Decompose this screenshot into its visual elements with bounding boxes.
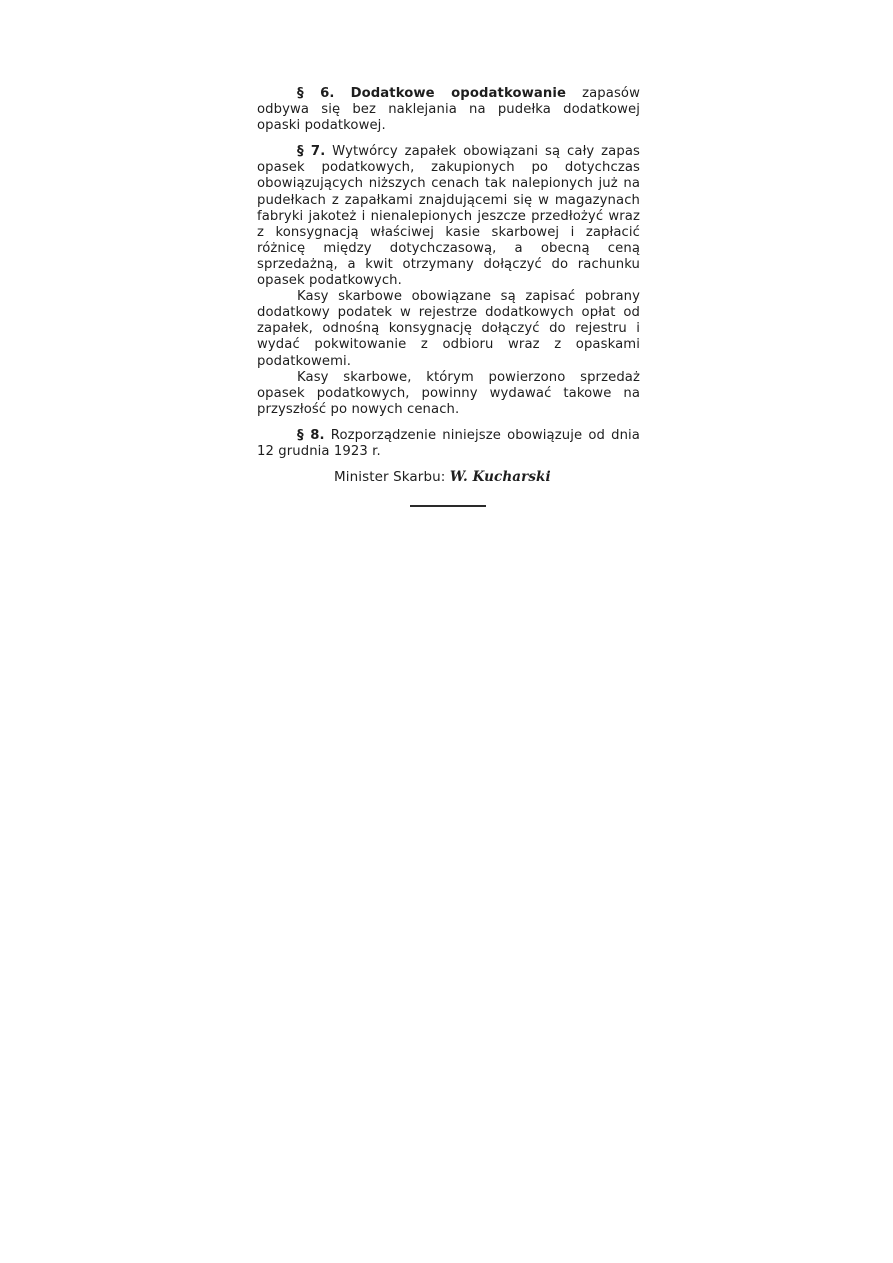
section-number: § 7. (297, 144, 326, 160)
text-column (257, 86, 640, 485)
paragraph-section-8 (257, 428, 640, 460)
signature-title: Minister Skarbu: (334, 469, 450, 486)
paragraph-text: Kasy skarbowe, którym powierzono sprzedaż opasek podatkowych, powinny wydawać takowe na przyszłość po nowych cenach. (257, 369, 640, 417)
paragraph-text: zapasów odbywa się bez naklejania na pudełka dodatkowej opaski podatkowej. (257, 86, 640, 134)
paragraph-text: Rozporządzenie niniejsze obowiązuje od dnia 12 grudnia 1923 r. (257, 427, 640, 459)
section-number: § 8. (297, 427, 325, 443)
signature-name: W. Kucharski (449, 469, 551, 486)
paragraph-section-6 (257, 86, 640, 134)
paragraph-text: Kasy skarbowe obowiązane są zapisać pobrany dodatkowy podatek w rejestrze dodatkowych opłat od zapałek, odnośną konsygnację dołączyć do rejestru i wydać pokwitowanie z odbioru wraz z opaskami podatkowemi. (257, 289, 640, 369)
section-number: § 6. (297, 86, 335, 101)
paragraph-section-7 (257, 144, 640, 289)
paragraph-section-7-kasy (257, 289, 640, 369)
signature-line (257, 469, 640, 485)
section-lead: Dodatkowe opodatkowanie (350, 86, 567, 101)
paragraph-text: Wytwórcy zapałek obowiązani są cały zapas opasek podatkowych, zakupionych po dotychczas obowiązujących niższych cenach tak nalepionych już na pudełkach z zapałkami znajdującemi się w magazynach fabryki jakoteż i nienalepionych jeszcze przedłożyć wraz z konsygnacją właściwej kasie skarbowej i zapłacić różnicę między dotychczasową, a obecną ceną sprzedażną, a kwit otrzymany dołączyć do rachunku opasek podatkowych. (257, 144, 640, 289)
paragraph-section-7-sprzedaz (257, 370, 640, 418)
closing-rule-divider (410, 505, 486, 507)
